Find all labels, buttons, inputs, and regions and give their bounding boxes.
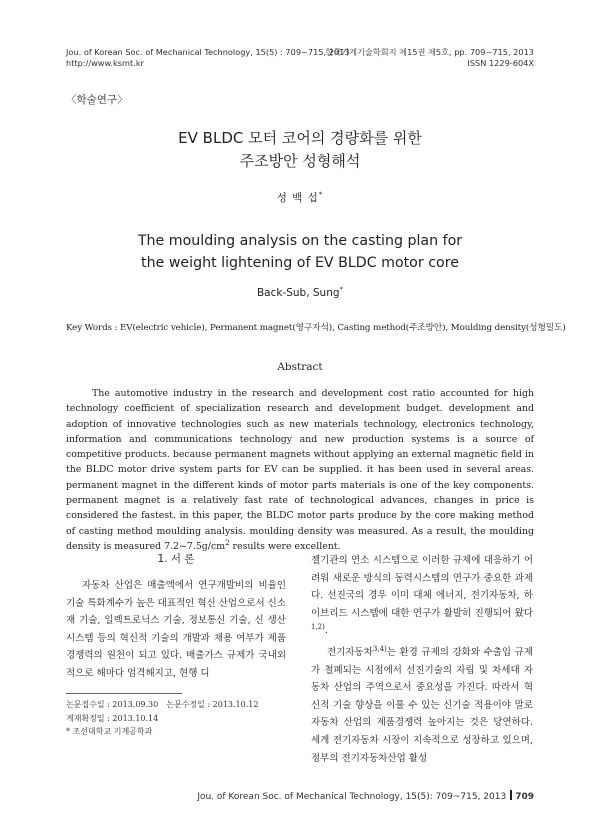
paper-title-korean: [0, 127, 600, 173]
reference-mark: 3,4): [372, 644, 387, 653]
author-affiliation: * 조선대학교 기계공학과: [66, 727, 153, 736]
reference-mark: 1,2): [311, 623, 325, 632]
date-accepted: 게재확정일 : 2013.10.14: [66, 713, 159, 723]
intro2-text-start: 전기자동차: [327, 646, 373, 658]
author-ko-mark: *: [318, 190, 324, 199]
paper-title-english: [0, 230, 600, 274]
author-english: [0, 287, 600, 299]
page-number: 709: [515, 792, 534, 802]
running-header-right: [325, 47, 534, 69]
date-received: 논문접수일 : 2013.09.30: [66, 700, 159, 709]
footer-citation: Jou. of Korean Soc. of Mechanical Technology, 15(5): 709~715, 2013: [197, 792, 507, 802]
author-en-mark: *: [339, 285, 344, 294]
page-footer: [197, 790, 534, 802]
abstract-text-end: results were excellent.: [229, 540, 341, 552]
intro-text-end: .: [324, 625, 328, 637]
title-en-line2: the weight lightening of EV BLDC motor core: [141, 255, 459, 271]
intro-text: 젤기관의 연소 시스템으로 이러한 규제에 대응하기 어려워 새로운 방식의 동력시스템의 연구가 중요한 과제다. 선진국의 경우 이미 대체 에너지, 전기자동차, 하이브리드 시스템에 대한 연구가 활발히 진행되어 왔다: [311, 555, 533, 619]
body-column-left: [66, 550, 286, 683]
issn: ISSN 1229-604X: [467, 58, 534, 68]
intro2-text: 는 환경 규제의 강화와 수출입 규제가 철폐되는 시점에서 선진기술의 자립 및 차세대 자동차 산업의 주역으로서 중요성을 가진다. 따라서 혁신적 기술 향상을 이룰 수 있는 신기술 적용이야 말로 자동차 산업의 제품경쟁력 높아지는 것은 당연하다. 세계 전기자동차 시장이 지속적으로 성장하고 있으며, 정부의 전기자동차산업 활성: [311, 646, 533, 764]
author-ko-name: 성 백 섭: [276, 192, 319, 204]
intro-paragraph: 자동차 산업은 매출액에서 연구개발비의 비율인 기술 특화계수가 높은 대표적인 혁신 산업으로서 신소재 기술, 일렉트로닉스 기술, 정보통신 기술, 신 생산시스템 등의 혁신적 기술의 개발과 채용 여부가 제품 경쟁력의 원천이 되고 있다. 배출가스 규제가 국내외적으로 해마다 엄격해지고, 현행 디: [66, 580, 287, 679]
footnote-dates: [66, 698, 258, 712]
abstract-heading: Abstract: [277, 361, 323, 373]
title-ko-line1: EV BLDC 모터 코어의 경량화를 위한: [178, 129, 422, 147]
keywords: Key Words : EV(electric vehicle), Permanent magnet(영구자석), Casting method(주조방안), Moulding density(성형밀도): [66, 323, 566, 333]
author-korean: [0, 190, 600, 205]
journal-citation: Jou. of Korean Soc. of Mechanical Technology, 15(5) : 709~715, 2013: [66, 47, 350, 57]
body-column-right: [311, 552, 533, 767]
footnotes: [66, 698, 258, 739]
author-en-name: Back-Sub, Sung: [256, 287, 340, 299]
intro-paragraph-2: [311, 644, 533, 767]
footnote-divider: [66, 693, 182, 694]
section-heading-introduction: 1. 서 론: [157, 553, 195, 565]
abstract-superscript: 2: [225, 538, 230, 547]
title-ko-line2: 주조방안 성형해석: [239, 152, 361, 170]
title-en-line1: The moulding analysis on the casting plan for: [137, 233, 463, 249]
date-revised: 논문수정일 : 2013.10.12: [166, 700, 259, 709]
intro-paragraph-continued: [311, 552, 533, 640]
journal-url[interactable]: http://www.ksmt.kr: [66, 58, 144, 68]
section-tag: 〈학술연구〉: [66, 94, 128, 106]
footer-divider: [510, 790, 512, 800]
abstract-body: [66, 386, 534, 554]
journal-citation-ko: 한국기계기술학회지 제15권 제5호, pp. 709~715, 2013: [325, 47, 534, 57]
running-header-left: [66, 47, 350, 69]
abstract-text: The automotive industry in the research and development cost ratio accounted for high technology coefficient of specialization research and development budget. development and adoption of innovative technologies such as new materials technology, electronics technology, information and communications technology and new production systems is a source of competitive products. because permanent magnets without applying an external magnetic field in the BLDC motor drive system parts for EV can be supplied. it has been used in several areas. permanent magnet in the different kinds of motor parts materials is one of the key components. permanent magnet is a relatively fast rate of technological advances, changes in price is considered the fastest. in this paper, the BLDC motor parts produce by the core making method of casting method moulding analysis. moulding density was measured. As a result, the moulding density is measured 7.2~7.5g/cm: [66, 388, 534, 552]
